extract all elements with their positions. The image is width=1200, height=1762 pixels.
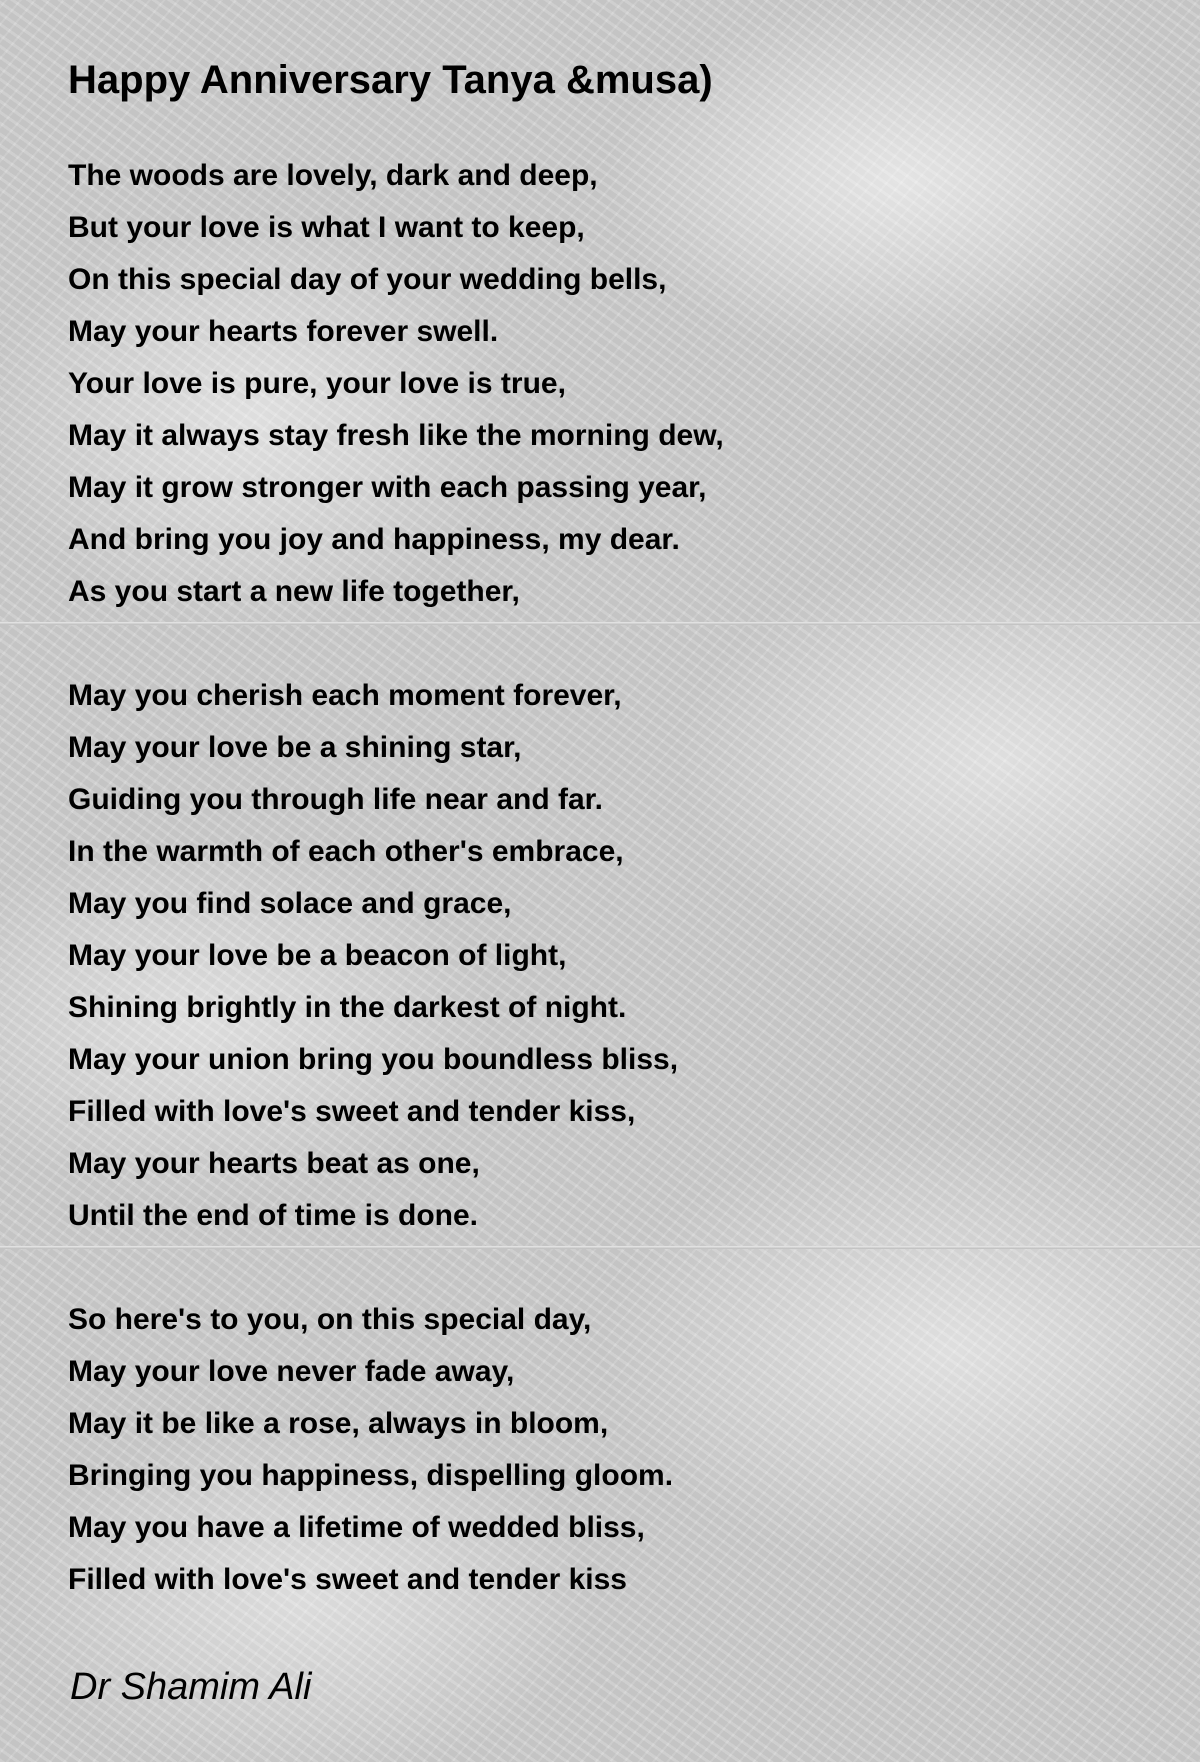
poem-line: May it grow stronger with each passing year, <box>68 471 707 504</box>
poem-line: Filled with love's sweet and tender kiss, <box>68 1095 636 1128</box>
poem-line: So here's to you, on this special day, <box>68 1303 592 1336</box>
poem-line: May it always stay fresh like the morning dew, <box>68 419 724 452</box>
poem-line: May your hearts beat as one, <box>68 1147 480 1180</box>
poem-line: Until the end of time is done. <box>68 1199 479 1232</box>
poem-line: Shining brightly in the darkest of night. <box>68 991 627 1024</box>
poem-body <box>68 150 724 1606</box>
poem-line: Your love is pure, your love is true, <box>68 367 566 400</box>
stanza-break <box>68 1242 724 1294</box>
poem-line: May your love be a beacon of light, <box>68 939 567 972</box>
poem-line: May your love be a shining star, <box>68 731 522 764</box>
poem-line: The woods are lovely, dark and deep, <box>68 159 598 192</box>
poem-line: May you find solace and grace, <box>68 887 512 920</box>
author-name: Dr Shamim Ali <box>70 1666 312 1708</box>
poem-line: Bringing you happiness, dispelling gloom. <box>68 1459 674 1492</box>
poem-line: May your hearts forever swell. <box>68 315 499 348</box>
poem-line: May it be like a rose, always in bloom, <box>68 1407 609 1440</box>
poem-line: In the warmth of each other's embrace, <box>68 835 624 868</box>
poem-line: May you cherish each moment forever, <box>68 679 622 712</box>
poem-line: Filled with love's sweet and tender kiss <box>68 1563 627 1596</box>
poem-line: As you start a new life together, <box>68 575 520 608</box>
poem-line: May you have a lifetime of wedded bliss, <box>68 1511 645 1544</box>
poem-line: On this special day of your wedding bells, <box>68 263 667 296</box>
poem-line: May your union bring you boundless bliss, <box>68 1043 679 1076</box>
poem-line: May your love never fade away, <box>68 1355 515 1388</box>
poem-line: Guiding you through life near and far. <box>68 783 604 816</box>
poem-line: And bring you joy and happiness, my dear. <box>68 523 680 556</box>
stanza-break <box>68 618 724 670</box>
poem-title: Happy Anniversary Tanya &musa) <box>68 58 713 102</box>
poem-line: But your love is what I want to keep, <box>68 211 585 244</box>
